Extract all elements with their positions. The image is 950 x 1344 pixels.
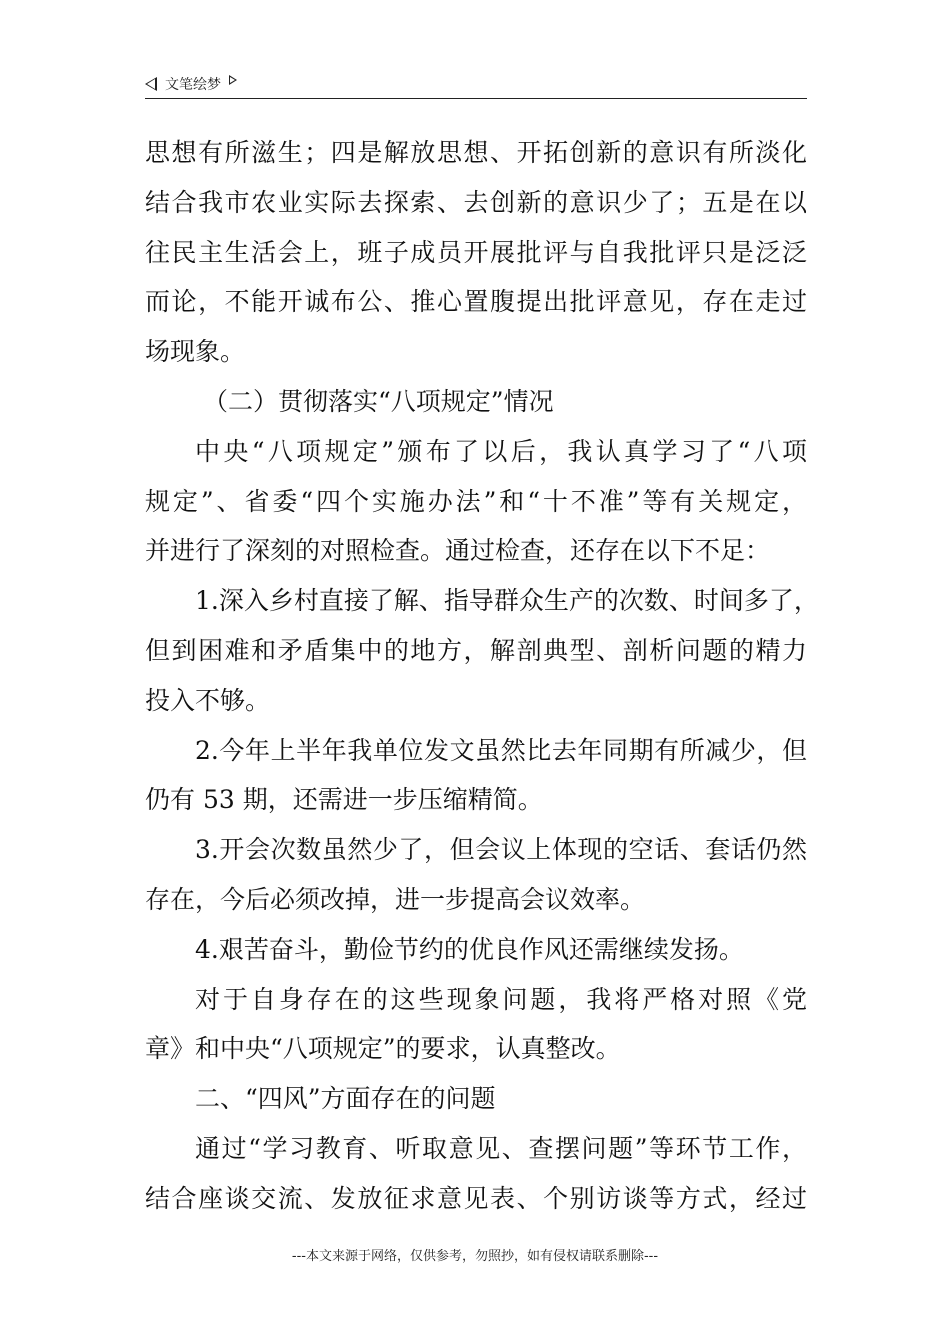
document-body [145,128,819,1224]
text-line: 往民主生活会上，班子成员开展批评与自我批评只是泛泛 [145,237,807,267]
text-line: 章》和中央“八项规定”的要求，认真整改。 [145,1034,621,1064]
text-line: 3.开会次数虽然少了，但会议上体现的空话、套话仍然 [195,835,807,865]
header-brand [145,74,237,94]
text-line: 通过“学习教育、听取意见、查摆问题”等环节工作， [195,1133,807,1163]
text-line: 对于自身存在的这些现象问题，我将严格对照《党 [195,984,807,1014]
text-line: 4.艰苦奋斗，勤俭节约的优良作风还需继续发扬。 [195,934,744,964]
text-line: 规定”、省委“四个实施办法”和“十不准”等有关规定， [145,486,807,516]
text-line: 场现象。 [145,337,246,367]
text-line: 结合座谈交流、发放征求意见表、个别访谈等方式，经过 [145,1183,807,1213]
text-line: 并进行了深刻的对照检查。通过检查，还存在以下不足： [145,536,771,566]
text-line: 2.今年上半年我单位发文虽然比去年同期有所减少，但 [195,735,807,765]
text-line: 仍有 53 期，还需进一步压缩精简。 [145,785,543,815]
text-line: 中央“八项规定”颁布了以后，我认真学习了“八项 [195,436,807,466]
text-line: 1.深入乡村直接了解、指导群众生产的次数、时间多了， [195,586,819,616]
text-line: 而论，不能开诚布公、推心置腹提出批评意见，存在走过 [145,287,807,317]
triangle-right-icon [229,75,237,85]
text-line: 投入不够。 [145,685,271,715]
text-line: 结合我市农业实际去探索、去创新的意识少了；五是在以 [145,187,807,217]
text-line: 思想有所滋生；四是解放思想、开拓创新的意识有所淡化 [145,138,807,167]
header-title: 文笔绘梦 [165,77,221,93]
section-heading: （二）贯彻落实“八项规定”情况 [203,386,554,416]
text-line: 但到困难和矛盾集中的地方，解剖典型、剖析问题的精力 [145,635,807,665]
text-line: 存在，今后必须改掉，进一步提高会议效率。 [145,884,646,914]
page-header [145,72,807,99]
section-heading: 二、“四风”方面存在的问题 [195,1084,496,1114]
triangle-left-icon [145,77,157,91]
footer-disclaimer: ---本文来源于网络，仅供参考，勿照抄，如有侵权请联系删除--- [291,1249,659,1264]
